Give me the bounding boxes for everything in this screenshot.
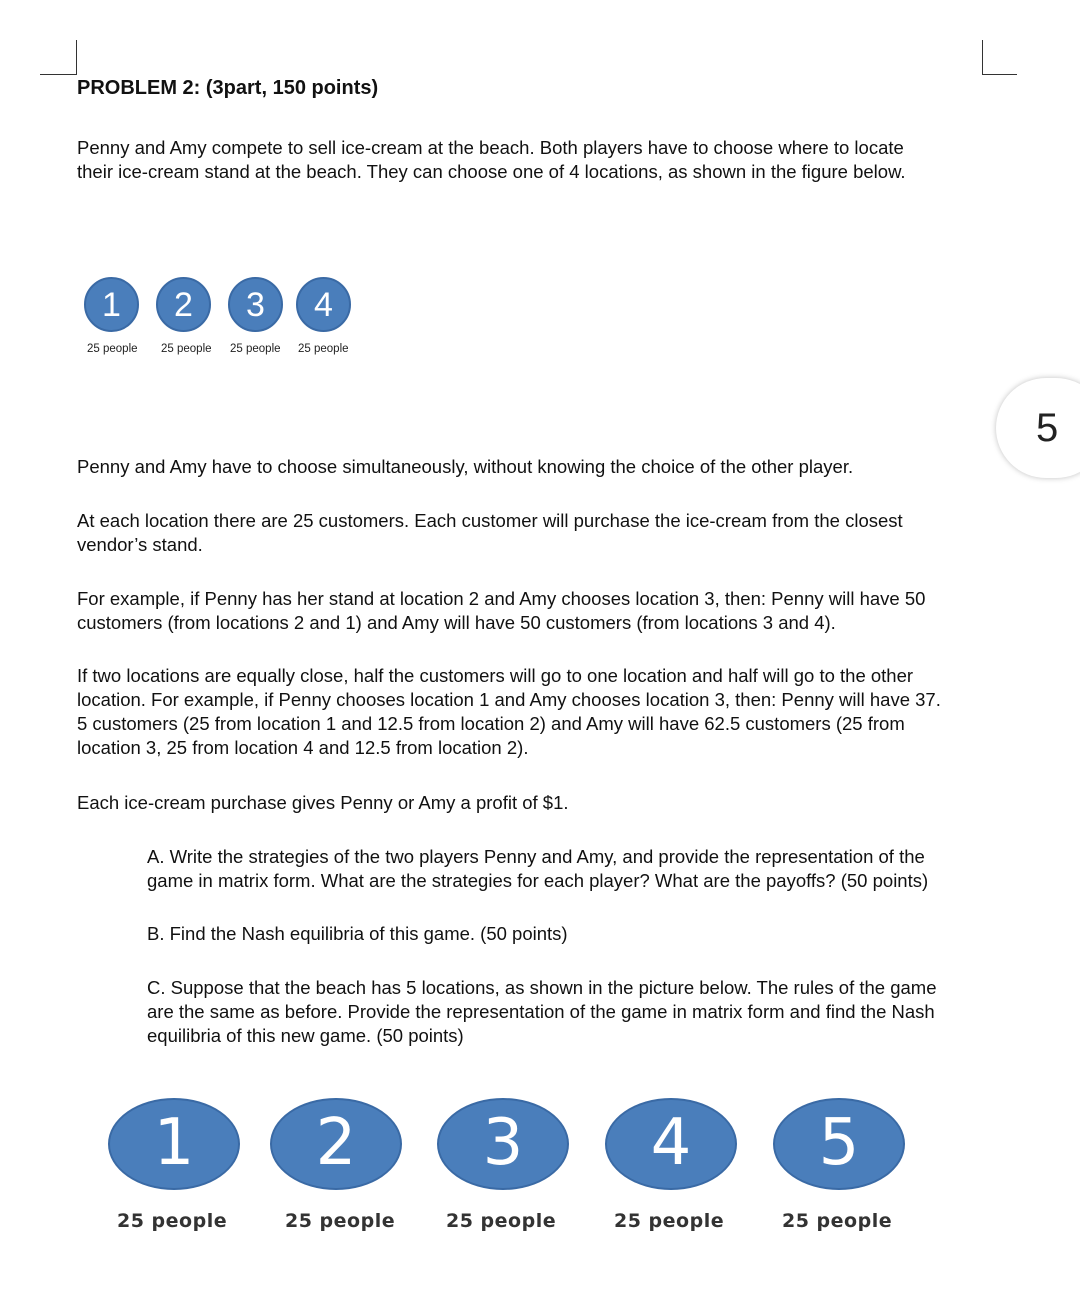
paragraph-line: At each location there are 25 customers. Each customer will purchase the ice-cream from the closest [77, 510, 903, 531]
location-caption-4: 25 people [298, 343, 349, 355]
location-circle-5: 5 [773, 1098, 905, 1190]
question-line: equilibria of this new game. (50 points) [147, 1025, 464, 1046]
location-caption-2: 25 people [161, 343, 212, 355]
question-a [147, 845, 997, 893]
intro-line: Penny and Amy compete to sell ice-cream at the beach. Both players have to choose where to locate [77, 137, 904, 158]
paragraph-line: Penny and Amy have to choose simultaneously, without knowing the choice of the other player. [77, 456, 854, 477]
location-caption-3: 25 people [446, 1210, 557, 1232]
intro-line: their ice-cream stand at the beach. They can choose one of 4 locations, as shown in the figure below. [77, 161, 906, 182]
location-caption-4: 25 people [614, 1210, 725, 1232]
question-c [147, 976, 997, 1048]
question-line: B. Find the Nash equilibria of this game. (50 points) [147, 923, 568, 944]
question-line: A. Write the strategies of the two players Penny and Amy, and provide the representation of the [147, 846, 925, 867]
location-caption-2: 25 people [285, 1210, 396, 1232]
crop-mark-left [40, 40, 77, 75]
intro-paragraph [77, 136, 997, 184]
question-b [147, 922, 997, 946]
paragraph-line: For example, if Penny has her stand at location 2 and Amy chooses location 3, then: Penny will have 50 [77, 588, 926, 609]
crop-mark-right [982, 40, 1017, 75]
paragraph-line: Each ice-cream purchase gives Penny or Amy a profit of $1. [77, 792, 569, 813]
paragraph-equally-close [77, 664, 997, 760]
location-circle-3: 3 [228, 277, 283, 332]
question-line: game in matrix form. What are the strategies for each player? What are the payoffs? (50 points) [147, 870, 929, 891]
question-line: are the same as before. Provide the representation of the game in matrix form and find the Nash [147, 1001, 935, 1022]
location-circle-4: 4 [605, 1098, 737, 1190]
location-caption-1: 25 people [117, 1210, 228, 1232]
page-number: 5 [1036, 406, 1059, 450]
paragraph-example [77, 587, 997, 635]
location-circle-4: 4 [296, 277, 351, 332]
location-circle-2: 2 [270, 1098, 402, 1190]
paragraph-line: 5 customers (25 from location 1 and 12.5 from location 2) and Amy will have 62.5 customers (25 from [77, 713, 905, 734]
paragraph-line: customers (from locations 2 and 1) and Amy will have 50 customers (from locations 3 and 4). [77, 612, 836, 633]
paragraph-line: vendor’s stand. [77, 534, 203, 555]
location-circle-3: 3 [437, 1098, 569, 1190]
problem-title: PROBLEM 2: (3part, 150 points) [77, 77, 379, 99]
location-caption-1: 25 people [87, 343, 138, 355]
location-circle-1: 1 [108, 1098, 240, 1190]
paragraph-profit [77, 791, 997, 815]
location-circle-1: 1 [84, 277, 139, 332]
location-circle-2: 2 [156, 277, 211, 332]
page-number-badge[interactable] [996, 378, 1080, 478]
paragraph-customers [77, 509, 997, 557]
paragraph-line: If two locations are equally close, half the customers will go to one location and half will go to the other [77, 665, 914, 686]
paragraph-line: location 3, 25 from location 4 and 12.5 from location 2). [77, 737, 529, 758]
location-caption-5: 25 people [782, 1210, 893, 1232]
location-caption-3: 25 people [230, 343, 281, 355]
question-line: C. Suppose that the beach has 5 locations, as shown in the picture below. The rules of the game [147, 977, 937, 998]
paragraph-simultaneous [77, 455, 997, 479]
paragraph-line: location. For example, if Penny chooses location 1 and Amy chooses location 3, then: Penny will have 37. [77, 689, 941, 710]
